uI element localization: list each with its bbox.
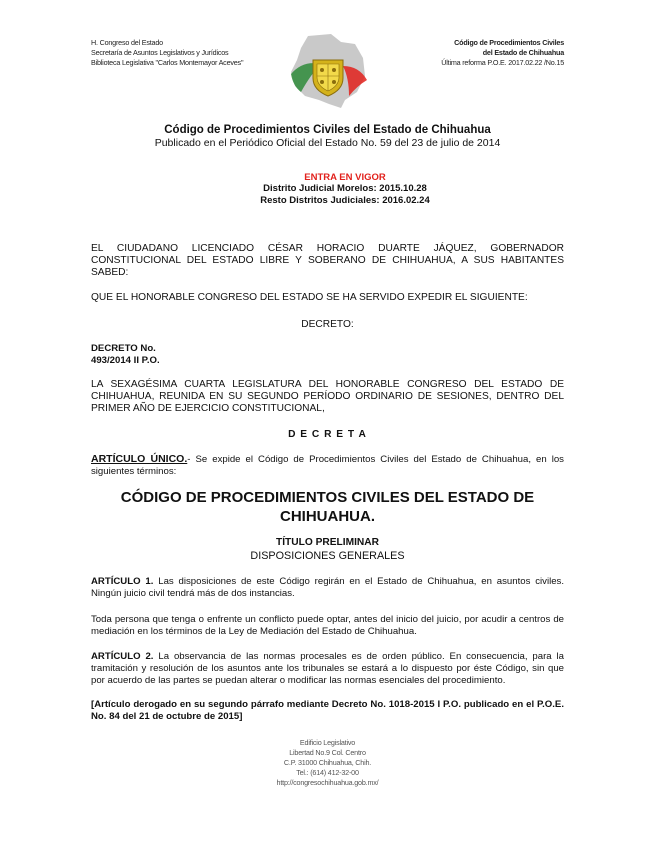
titulo-preliminar: TÍTULO PRELIMINAR: [276, 537, 379, 548]
code-title: [91, 488, 564, 526]
decreto-number-line: DECRETO No.: [91, 343, 156, 354]
articulo-2-note: [Artículo derogado en su segundo párrafo mediante Decreto No. 1018-2015 I P.O. publicado en el P.O.E. No. 84 del 21 de octubre de 2015]: [91, 699, 564, 722]
decreto-heading: DECRETO:: [301, 319, 354, 330]
document-title: Código de Procedimientos Civiles del Estado de Chihuahua: [164, 124, 491, 136]
footer-line: C.P. 31000 Chihuahua, Chih.: [283, 758, 372, 767]
disposiciones-generales: DISPOSICIONES GENERALES: [250, 550, 405, 562]
footer-line: Libertad No.9 Col. Centro: [289, 748, 366, 757]
vigor-block: [230, 172, 460, 207]
articulo-1: [91, 576, 564, 600]
articulo-1-paragraph-2: Toda persona que tenga o enfrente un conflicto puede optar, antes del inicio del juicio, por acudir a centros de mediación en los términos de la Ley de Mediación del Estado de Chihuahua.: [91, 614, 564, 637]
vigor-row: Resto Distritos Judiciales: 2016.02.24: [260, 195, 430, 206]
paragraph-ciudadano: EL CIUDADANO LICENCIADO CÉSAR HORACIO DUARTE JÁQUEZ, GOBERNADOR CONSTITUCIONAL DEL ESTADO LIBRE Y SOBERANO DE CHIHUAHUA, A SUS HABITANTES SABED:: [91, 243, 564, 278]
articulo-2-text: La observancia de las normas procesales es de orden público. En consecuencia, para la tramitación y resolución de los asuntos ante los tribunales se estará a lo dispuesto por éste Código, sin que por acuerdo de las partes se puedan alterar o modificar las normas esenciales del procedimiento.: [91, 651, 564, 686]
articulo-2-label: ARTÍCULO 2.: [91, 651, 154, 662]
paragraph-legislatura: LA SEXAGÉSIMA CUARTA LEGISLATURA DEL HONORABLE CONGRESO DEL ESTADO DE CHIHUAHUA, REUNIDA EN SU SEGUNDO PERÍODO ORDINARIO DE SESIONES, DENTRO DEL PRIMER AÑO DE EJERCICIO CONSTITUCIONAL,: [91, 379, 564, 414]
header-right-subtitle: del Estado de Chihuahua: [482, 48, 564, 57]
header-right-title: Código de Procedimientos Civiles: [454, 38, 564, 47]
vigor-label: ENTRA EN VIGOR: [304, 172, 386, 183]
state-map-shield-emblem-icon: [283, 30, 373, 110]
footer-url: http://congresochihuahua.gob.mx/: [276, 778, 379, 787]
decreto-number: [91, 343, 564, 367]
articulo-unico-label: ARTÍCULO ÚNICO.: [91, 453, 188, 465]
decreto-number-line: 493/2014 II P.O.: [91, 355, 160, 366]
articulo-unico-text: - Se expide el Código de Procedimientos Civiles del Estado de Chihuahua, en los siguientes términos:: [91, 454, 564, 477]
header-left-line: H. Congreso del Estado: [91, 38, 163, 47]
articulo-unico: [91, 453, 564, 478]
header-right: [441, 38, 564, 68]
paragraph-congreso: QUE EL HONORABLE CONGRESO DEL ESTADO SE HA SERVIDO EXPEDIR EL SIGUIENTE:: [91, 292, 528, 303]
footer-address: [200, 738, 455, 788]
header-left: [91, 38, 243, 68]
header-left-line: Biblioteca Legislativa "Carlos Montemayor Aceves": [91, 58, 244, 67]
code-title-line: CÓDIGO DE PROCEDIMIENTOS CIVILES DEL ESTADO DE: [120, 489, 535, 506]
articulo-1-text: Las disposiciones de este Código regirán en el Estado de Chihuahua, en asuntos civiles. Ningún juicio civil tendrá más de dos instancias.: [91, 576, 564, 599]
document-subtitle: Publicado en el Periódico Oficial del Estado No. 59 del 23 de julio de 2014: [154, 137, 501, 149]
footer-line: Tel.: (614) 412-32-00: [296, 768, 359, 777]
vigor-row: Distrito Judicial Morelos: 2015.10.28: [263, 183, 427, 194]
articulo-1-label: ARTÍCULO 1.: [91, 576, 154, 587]
header-right-reform: Última reforma P.O.E. 2017.02.22 /No.15: [441, 58, 564, 67]
footer-line: Edificio Legislativo: [299, 738, 356, 747]
header-left-line: Secretaría de Asuntos Legislativos y Jurídicos: [91, 48, 229, 57]
code-title-line: CHIHUAHUA.: [280, 508, 375, 525]
articulo-2: [91, 651, 564, 687]
decreta-heading: D E C R E T A: [288, 429, 367, 440]
